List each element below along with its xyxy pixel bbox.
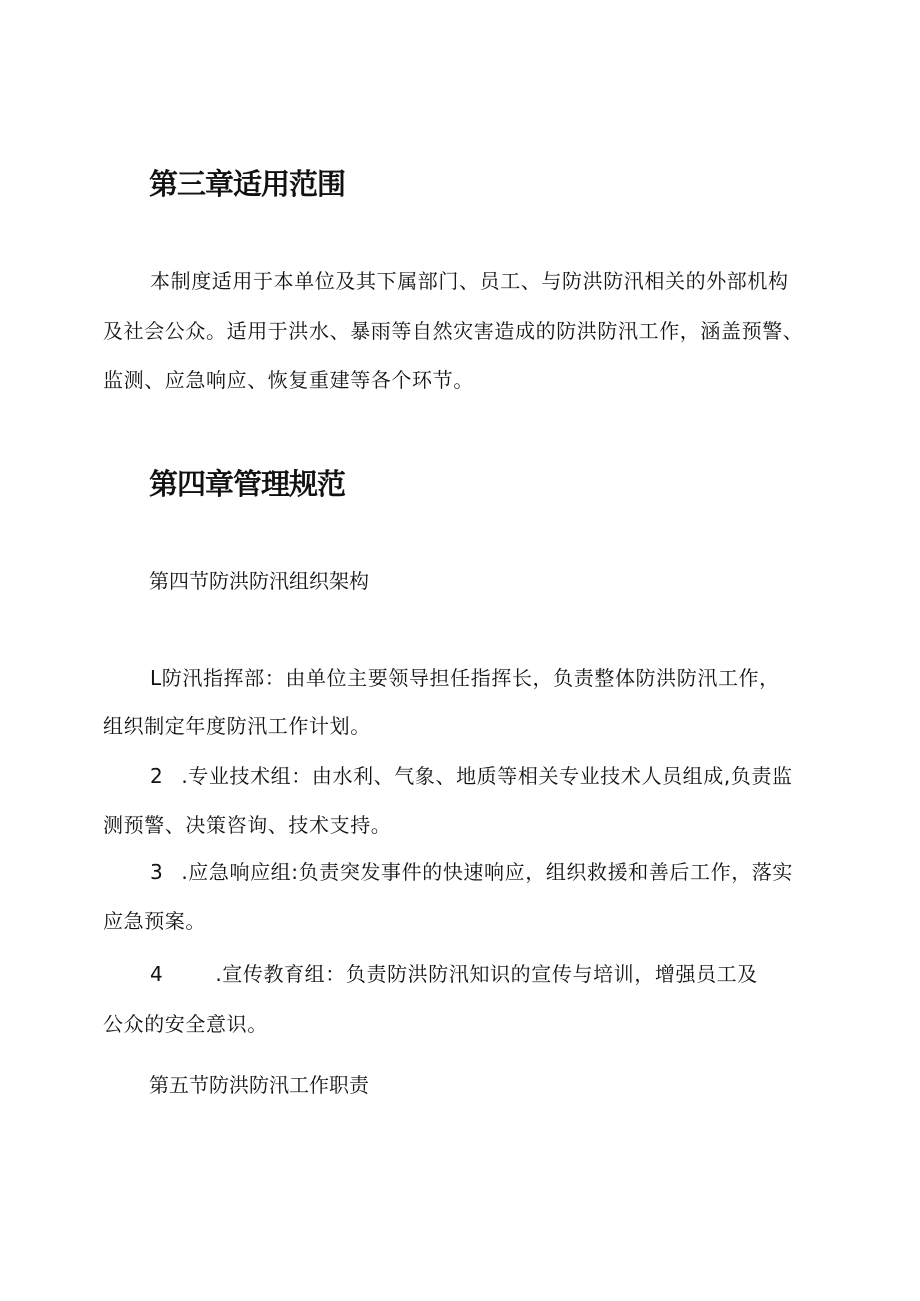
section-5-title: 第五节防洪防汛工作职责 [149, 1073, 369, 1097]
chapter-3-paragraph-line-2: 及社会公众。适用于洪水、暴雨等自然灾害造成的防洪防汛工作，涵盖预警、 [103, 319, 804, 343]
list-item-4 [150, 964, 758, 984]
chapter-3-title: 第三章适用范围 [149, 167, 346, 201]
list-item-4-line-2: 公众的安全意识。 [103, 1012, 268, 1036]
list-item-3-line-1: .应急响应组:负责突发事件的快速响应，组织救援和善后工作，落实 [181, 860, 794, 884]
list-item-3-line-2: 应急预案。 [103, 909, 206, 933]
list-item-3 [150, 862, 793, 882]
list-item-1-line-2: 组织制定年度防汛工作计划。 [103, 714, 371, 738]
list-item-1-line-1: 防汛指挥部：由单位主要领导担任指挥长，负责整体防洪防汛工作， [161, 666, 780, 690]
list-item-2-number: 2 [150, 764, 164, 788]
list-item-4-line-1: .宣传教育组：负责防洪防汛知识的宣传与培训，增强员工及 [215, 962, 758, 986]
list-item-3-number: 3 [150, 860, 164, 884]
chapter-3-paragraph-line-3: 监测、应急响应、恢复重建等各个环节。 [103, 368, 474, 392]
list-item-1-number: L [150, 666, 162, 690]
list-item-2-line-2: 测预警、决策咨询、技术支持。 [103, 813, 392, 837]
chapter-4-title: 第四章管理规范 [149, 467, 346, 501]
list-item-2-line-1: .专业技术组：由水利、气象、地质等相关专业技术人员组成,负责监 [181, 764, 793, 788]
section-4-title: 第四节防洪防汛组织架构 [149, 569, 369, 593]
list-item-4-number: 4 [150, 962, 164, 986]
list-item-1 [150, 668, 780, 688]
chapter-3-paragraph-line-1: 本制度适用于本单位及其下属部门、员工、与防洪防汛相关的外部机构 [150, 269, 789, 293]
list-item-2 [150, 766, 793, 786]
